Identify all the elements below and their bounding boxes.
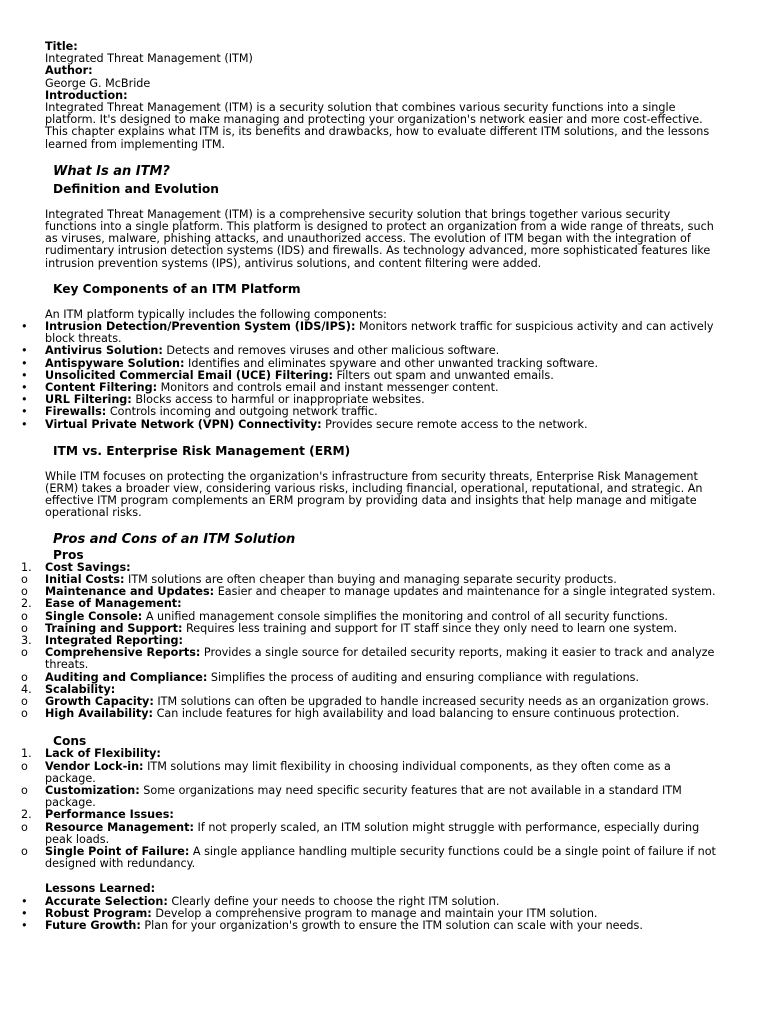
item-term: Intrusion Detection/Prevention System (IDS/IPS): — [45, 320, 356, 334]
author-label: Author: — [45, 64, 93, 78]
item-description: Blocks access to harmful or inappropriate websites. — [131, 393, 425, 407]
sub-list — [21, 820, 725, 871]
components-intro: An ITM platform typically includes the following components: — [45, 307, 387, 321]
item-description: ITM solutions can often be upgraded to handle increased security needs as an organization grows. — [153, 694, 710, 708]
item-description: Clearly define your needs to choose the right ITM solution. — [167, 894, 500, 908]
bullet-marker: • — [21, 906, 28, 920]
item-term: Training and Support: — [45, 621, 183, 635]
lesson-list-item — [21, 918, 725, 932]
item-description: Provides secure remote access to the network. — [321, 417, 588, 431]
item-term: Single Point of Failure: — [45, 844, 190, 858]
subheading-pros: Pros — [53, 547, 84, 562]
definition-text: Integrated Threat Management (ITM) is a comprehensive security solution that brings together various security functions into a single platform. This platform is designed to protect an organization from a wide range of threats, such as viruses, malware, phishing attacks, and unauthorized access. The evolution of ITM began with the integration of rudimentary intrusion detection systems (IDS) and firewalls. As technology advanced, more sophisticated features like intrusion prevention systems (IPS), antivirus solutions, and content filtering were added. — [45, 207, 714, 270]
circle-marker: o — [21, 670, 28, 684]
introduction-label: Introduction: — [45, 88, 128, 102]
item-term: URL Filtering: — [45, 393, 132, 407]
item-term: Antivirus Solution: — [45, 344, 163, 358]
item-description: Detects and removes viruses and other malicious software. — [162, 344, 500, 358]
item-description: Easier and cheaper to manage updates and maintenance for a single integrated system. — [214, 585, 716, 599]
circle-marker: o — [21, 759, 28, 773]
title-value: Integrated Threat Management (ITM) — [45, 52, 253, 66]
group-number: 3. — [21, 633, 32, 647]
bullet-marker: • — [21, 320, 28, 334]
circle-marker: o — [21, 707, 28, 721]
group-title: Ease of Management: — [45, 597, 182, 611]
item-term: Unsolicited Commercial Email (UCE) Filtering: — [45, 368, 333, 382]
sub-list — [21, 609, 725, 635]
item-term: Robust Program: — [45, 906, 152, 920]
sub-list — [21, 572, 725, 599]
item-term: Future Growth: — [45, 918, 141, 932]
group-number: 1. — [21, 747, 32, 761]
bullet-marker: • — [21, 356, 28, 370]
item-term: Accurate Selection: — [45, 894, 168, 908]
subheading-itm-vs-erm: ITM vs. Enterprise Risk Management (ERM) — [53, 443, 351, 458]
bullet-marker: • — [21, 344, 28, 358]
sub-list-item — [21, 844, 725, 871]
circle-marker: o — [21, 844, 28, 858]
sub-list — [21, 646, 725, 684]
item-term: Resource Management: — [45, 820, 194, 834]
group-number: 2. — [21, 808, 32, 822]
sub-list-item — [21, 670, 725, 684]
group-number: 1. — [21, 560, 32, 574]
group-title: Performance Issues: — [45, 808, 174, 822]
circle-marker: o — [21, 783, 28, 797]
item-description: Controls incoming and outgoing network traffic. — [106, 405, 378, 419]
group-title: Integrated Reporting: — [45, 633, 184, 647]
group-title: Cost Savings: — [45, 560, 131, 574]
item-term: Antispyware Solution: — [45, 356, 185, 370]
item-term: Comprehensive Reports: — [45, 646, 201, 660]
item-description: A unified management console simplifies the monitoring and control of all security functions. — [142, 609, 668, 623]
item-description: Filters out spam and unwanted emails. — [332, 368, 554, 382]
author-value: George G. McBride — [45, 76, 151, 90]
section-heading-what-is-itm: What Is an ITM? — [53, 163, 170, 179]
item-term: Initial Costs: — [45, 572, 125, 586]
circle-marker: o — [21, 820, 28, 834]
bullet-marker: • — [21, 405, 28, 419]
item-term: Content Filtering: — [45, 381, 158, 395]
item-description: Develop a comprehensive program to manage and maintain your ITM solution. — [151, 906, 598, 920]
bullet-marker: • — [21, 381, 28, 395]
item-description: Requires less training and support for IT staff since they only need to learn one system. — [182, 621, 678, 635]
item-description: A single appliance handling multiple security functions could be a single point of failure if not designed with redundancy. — [45, 844, 716, 871]
item-description: If not properly scaled, an ITM solution might struggle with performance, especially during peak loads. — [45, 820, 700, 846]
item-description: Monitors and controls email and instant messenger content. — [157, 381, 499, 395]
title-label: Title: — [45, 40, 78, 53]
introduction-text: Integrated Threat Management (ITM) is a security solution that combines various security functions into a single platform. It's designed to make managing and protecting your organization's network easier and more cost-effective. This chapter explains what ITM is, its benefits and drawbacks, how to evaluate different ITM solutions, and the lessons learned from implementing ITM. — [45, 101, 710, 151]
circle-marker: o — [21, 609, 28, 623]
subheading-key-components: Key Components of an ITM Platform — [53, 281, 301, 296]
sub-list-item — [21, 646, 725, 672]
sub-list — [21, 759, 725, 810]
item-term: Growth Capacity: — [45, 694, 154, 708]
item-description: Provides a single source for detailed security reports, making it easier to track and analyze threats. — [45, 646, 715, 672]
item-description: Simplifies the process of auditing and ensuring compliance with regulations. — [207, 670, 640, 684]
item-term: Firewalls: — [45, 405, 107, 419]
sub-list-item — [21, 707, 725, 721]
sub-list-item — [21, 759, 725, 785]
group-number: 2. — [21, 597, 32, 611]
item-term: Customization: — [45, 783, 140, 797]
item-description: Some organizations may need specific security features that are not available in a standard ITM package. — [45, 783, 682, 810]
subheading-cons: Cons — [53, 734, 87, 749]
sub-list — [21, 694, 725, 721]
group-title: Scalability: — [45, 682, 116, 696]
bullet-marker: • — [21, 368, 28, 382]
circle-marker: o — [21, 572, 28, 586]
circle-marker: o — [21, 646, 28, 660]
item-term: Auditing and Compliance: — [45, 670, 208, 684]
component-list-item — [21, 320, 725, 346]
document — [21, 40, 725, 932]
circle-marker: o — [21, 585, 28, 599]
pros-list — [21, 560, 725, 721]
item-term: Single Console: — [45, 609, 143, 623]
item-term: Virtual Private Network (VPN) Connectivity: — [45, 417, 322, 431]
lessons-list — [21, 894, 725, 933]
group-number: 4. — [21, 682, 32, 696]
lessons-learned-heading: Lessons Learned: — [45, 882, 156, 896]
item-description: Identifies and eliminates spyware and other unwanted tracking software. — [184, 356, 598, 370]
bullet-marker: • — [21, 417, 28, 431]
sub-list-item — [21, 820, 725, 846]
bullet-marker: • — [21, 894, 28, 908]
circle-marker: o — [21, 621, 28, 635]
component-list-item — [21, 417, 725, 431]
bullet-marker: • — [21, 918, 28, 932]
sub-list-item — [21, 783, 725, 810]
group-title: Lack of Flexibility: — [45, 747, 161, 761]
cons-list — [21, 747, 725, 871]
item-description: Monitors network traffic for suspicious activity and can actively block threats. — [45, 320, 714, 346]
bullet-marker: • — [21, 393, 28, 407]
item-term: Maintenance and Updates: — [45, 585, 215, 599]
erm-text: While ITM focuses on protecting the organization's infrastructure from security threats, Enterprise Risk Management (ERM) takes a broader view, considering various risks, including financial, operational, reputational, and strategic. An effective ITM program complements an ERM program by providing data and insights that help manage and mitigate operational risks. — [45, 469, 703, 520]
item-term: Vendor Lock-in: — [45, 759, 144, 773]
item-description: Can include features for high availability and load balancing to ensure continuous protection. — [153, 707, 680, 721]
section-heading-pros-cons: Pros and Cons of an ITM Solution — [53, 531, 296, 547]
item-term: High Availability: — [45, 707, 154, 721]
subheading-definition-evolution: Definition and Evolution — [53, 181, 219, 196]
components-list — [21, 320, 725, 431]
item-description: Plan for your organization's growth to ensure the ITM solution can scale with your needs. — [140, 918, 643, 932]
item-description: ITM solutions may limit flexibility in choosing individual components, as they often come as a package. — [45, 759, 671, 785]
item-description: ITM solutions are often cheaper than buying and managing separate security products. — [124, 572, 617, 586]
circle-marker: o — [21, 694, 28, 708]
